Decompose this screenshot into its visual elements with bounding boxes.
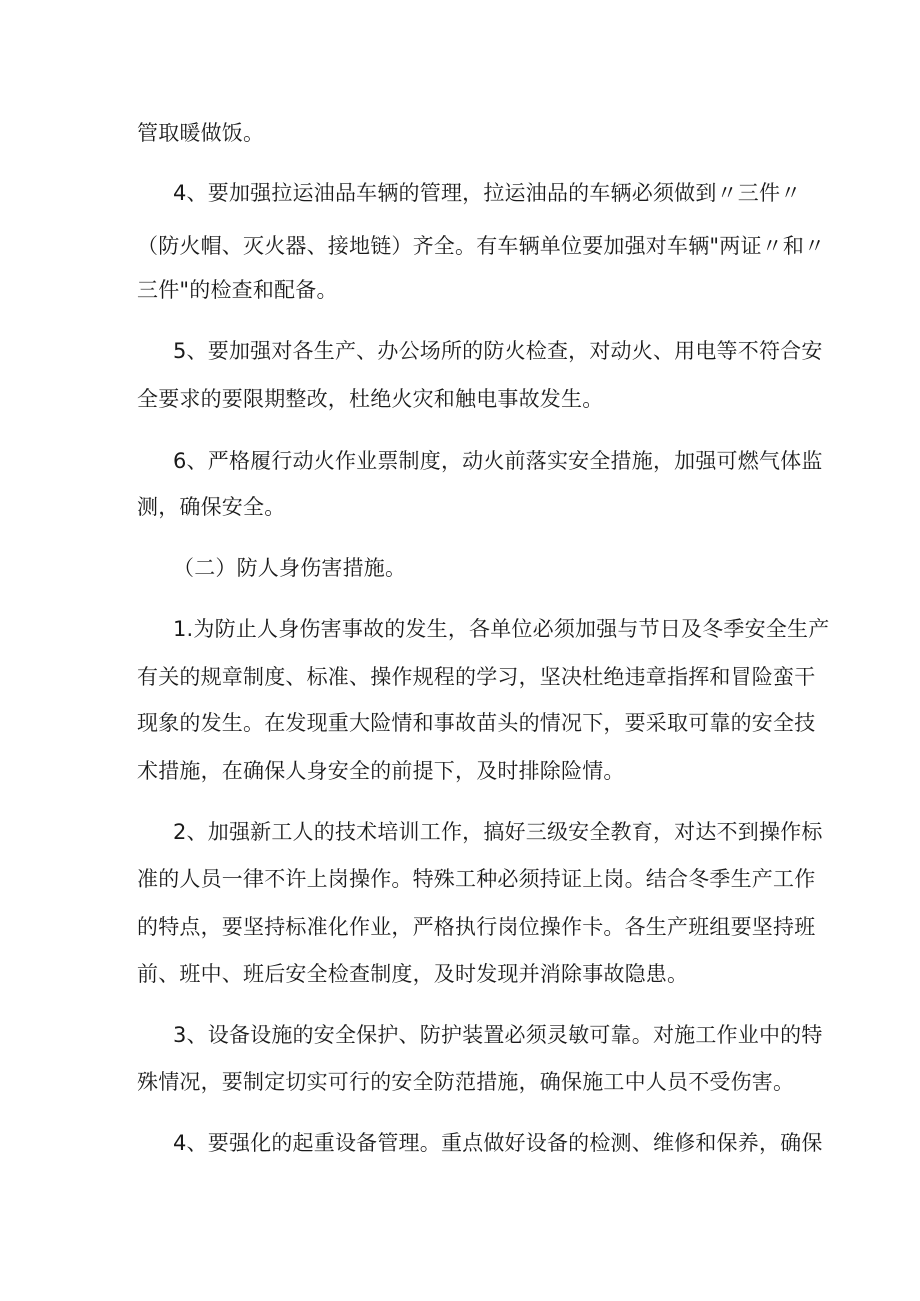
- paragraph-4-line-1: 4、要加强拉运油品车辆的管理，拉运油品的车辆必须做到〃三件〃: [173, 181, 802, 205]
- text-line: 全要求的要限期整改，杜绝火灾和触电事故发生。: [137, 387, 604, 411]
- paragraph-3-line-1: 3、设备设施的安全保护、防护装置必须灵敏可靠。对施工作业中的特: [173, 1023, 823, 1047]
- paragraph-5-line-1: 5、要加强对各生产、办公场所的防火检查，对动火、用电等不符合安: [173, 339, 823, 363]
- paragraph-2-line-1: 2、加强新工人的技术培训工作，搞好三级安全教育，对达不到操作标: [173, 820, 823, 844]
- text-line: 三件"的检查和配备。: [137, 278, 338, 302]
- text-line: 测，确保安全。: [137, 495, 286, 519]
- text-line: 管取暖做饭。: [137, 121, 265, 145]
- text-line: 现象的发生。在发现重大险情和事故苗头的情况下，要采取可靠的安全技: [137, 711, 816, 735]
- text-line: （防火帽、灭火器、接地链）齐全。有车辆单位要加强对车辆"两证〃和〃: [137, 234, 826, 258]
- text-line: 殊情况，要制定切实可行的安全防范措施，确保施工中人员不受伤害。: [137, 1070, 795, 1094]
- paragraph-6-line-1: 6、严格履行动火作业票制度，动火前落实安全措施，加强可燃气体监: [173, 449, 823, 473]
- paragraph-1-line-1: 1.为防止人身伤害事故的发生，各单位必须加强与节日及冬季安全生产: [173, 617, 830, 641]
- paragraph-4b-line-1: 4、要强化的起重设备管理。重点做好设备的检测、维修和保养，确保: [173, 1131, 823, 1155]
- text-line: 术措施，在确保人身安全的前提下，及时排除险情。: [137, 759, 625, 783]
- section-heading: （二）防人身伤害措施。: [173, 556, 407, 580]
- text-line: 有关的规章制度、标准、操作规程的学习，坚决杜绝违章指挥和冒险蛮干: [137, 665, 816, 689]
- text-line: 准的人员一律不许上岗操作。特殊工种必须持证上岗。结合冬季生产工作: [137, 867, 816, 891]
- text-line: 前、班中、班后安全检查制度，及时发现并消除事故隐患。: [137, 962, 689, 986]
- text-line: 的特点，要坚持标准化作业，严格执行岗位操作卡。各生产班组要坚持班: [137, 915, 816, 939]
